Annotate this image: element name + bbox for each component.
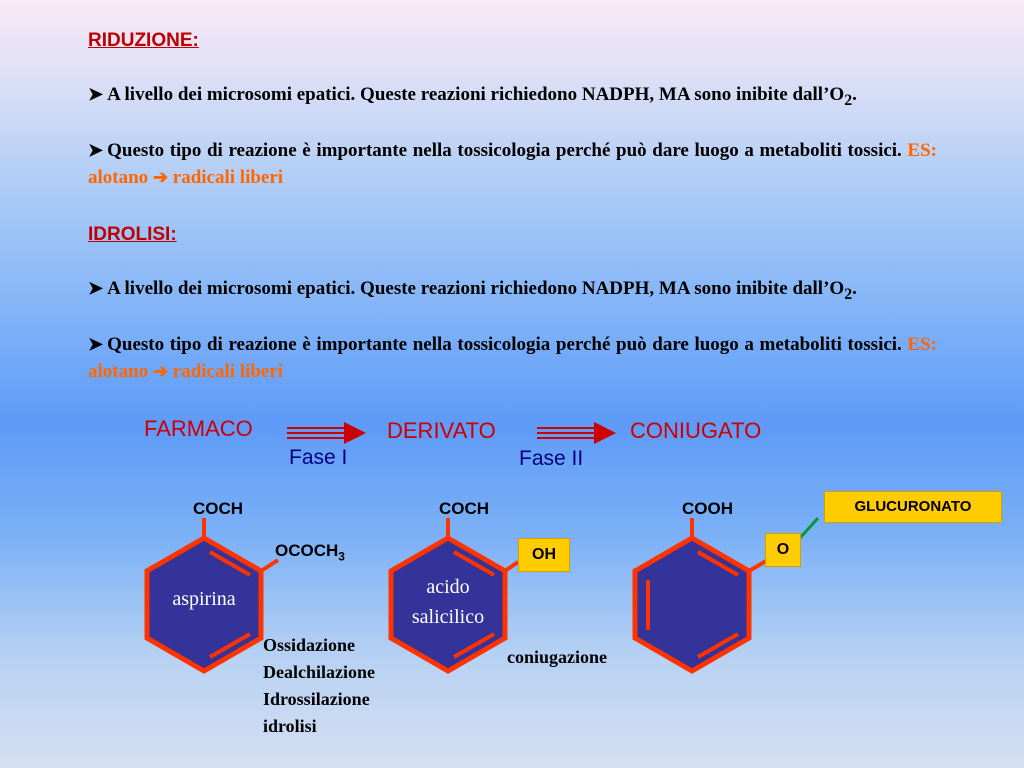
farmaco-label: FARMACO: [144, 416, 253, 441]
right-arrow-icon: ➔: [152, 361, 169, 381]
arrowhead-bullet-icon: ➤: [88, 140, 104, 160]
es-label: ES: alotano: [88, 334, 937, 382]
reactions-list: [263, 632, 375, 740]
riduzione-heading: RIDUZIONE:: [88, 30, 199, 51]
salicilico-label: acido salicilico: [411, 576, 485, 628]
idrolisi-paragraph-2: ➤ Questo tipo di reazione è importante nella tossicologia perché può dare luogo a metaboliti tossici. ES: alotano ➔ radicali liberi: [88, 334, 937, 382]
right-arrow-icon: ➔: [152, 167, 169, 187]
es-label: ES: alotano: [88, 140, 937, 188]
aspirina-side-group: $OCOCH_3$: [275, 541, 345, 564]
arrowhead-bullet-icon: ➤: [88, 84, 104, 104]
fase2-arrow-icon: [537, 422, 616, 444]
oh-box: OH: [518, 538, 570, 572]
riduzione-paragraph-2: ➤ Questo tipo di reazione è importante nella tossicologia perché può dare luogo a metaboliti tossici. ES: alotano ➔ radicali liberi: [88, 140, 937, 188]
idrolisi-heading: IDROLISI:: [88, 224, 177, 245]
reaction-item: idrolisi: [263, 716, 317, 736]
es-result: radicali liberi: [172, 167, 284, 188]
aspirina-label: aspirina: [172, 588, 236, 610]
salicilico-top-group: COCH: [439, 499, 490, 518]
o-box: O: [765, 533, 801, 567]
coniugato-top-group: COOH: [682, 499, 733, 518]
idrolisi-paragraph-1: ➤ A livello dei microsomi epatici. Queste reazioni richiedono NADPH, MA sono inibite $dall’O_2$.: [88, 278, 857, 303]
fase2-label: Fase II: [519, 447, 584, 470]
arrowhead-bullet-icon: ➤: [88, 334, 104, 354]
coniugato-label: CONIUGATO: [630, 418, 762, 443]
arrowhead-bullet-icon: ➤: [88, 278, 104, 298]
reaction-item: Ossidazione: [263, 635, 356, 655]
aspirina-top-group: COCH: [193, 499, 244, 518]
fase1-label: Fase I: [289, 446, 348, 469]
reaction-item: Dealchilazione: [263, 662, 375, 682]
glucuronato-box: GLUCURONATO: [824, 491, 1002, 523]
coniugazione-label: coniugazione: [507, 647, 608, 667]
riduzione-paragraph-1: ➤ A livello dei microsomi epatici. Queste reazioni richiedono NADPH, MA sono inibite $dall’O_2$.: [88, 84, 857, 109]
reaction-item: Idrossilazione: [263, 689, 370, 709]
es-result: radicali liberi: [172, 361, 284, 382]
derivato-label: DERIVATO: [387, 418, 496, 443]
fase1-arrow-icon: [287, 422, 366, 444]
